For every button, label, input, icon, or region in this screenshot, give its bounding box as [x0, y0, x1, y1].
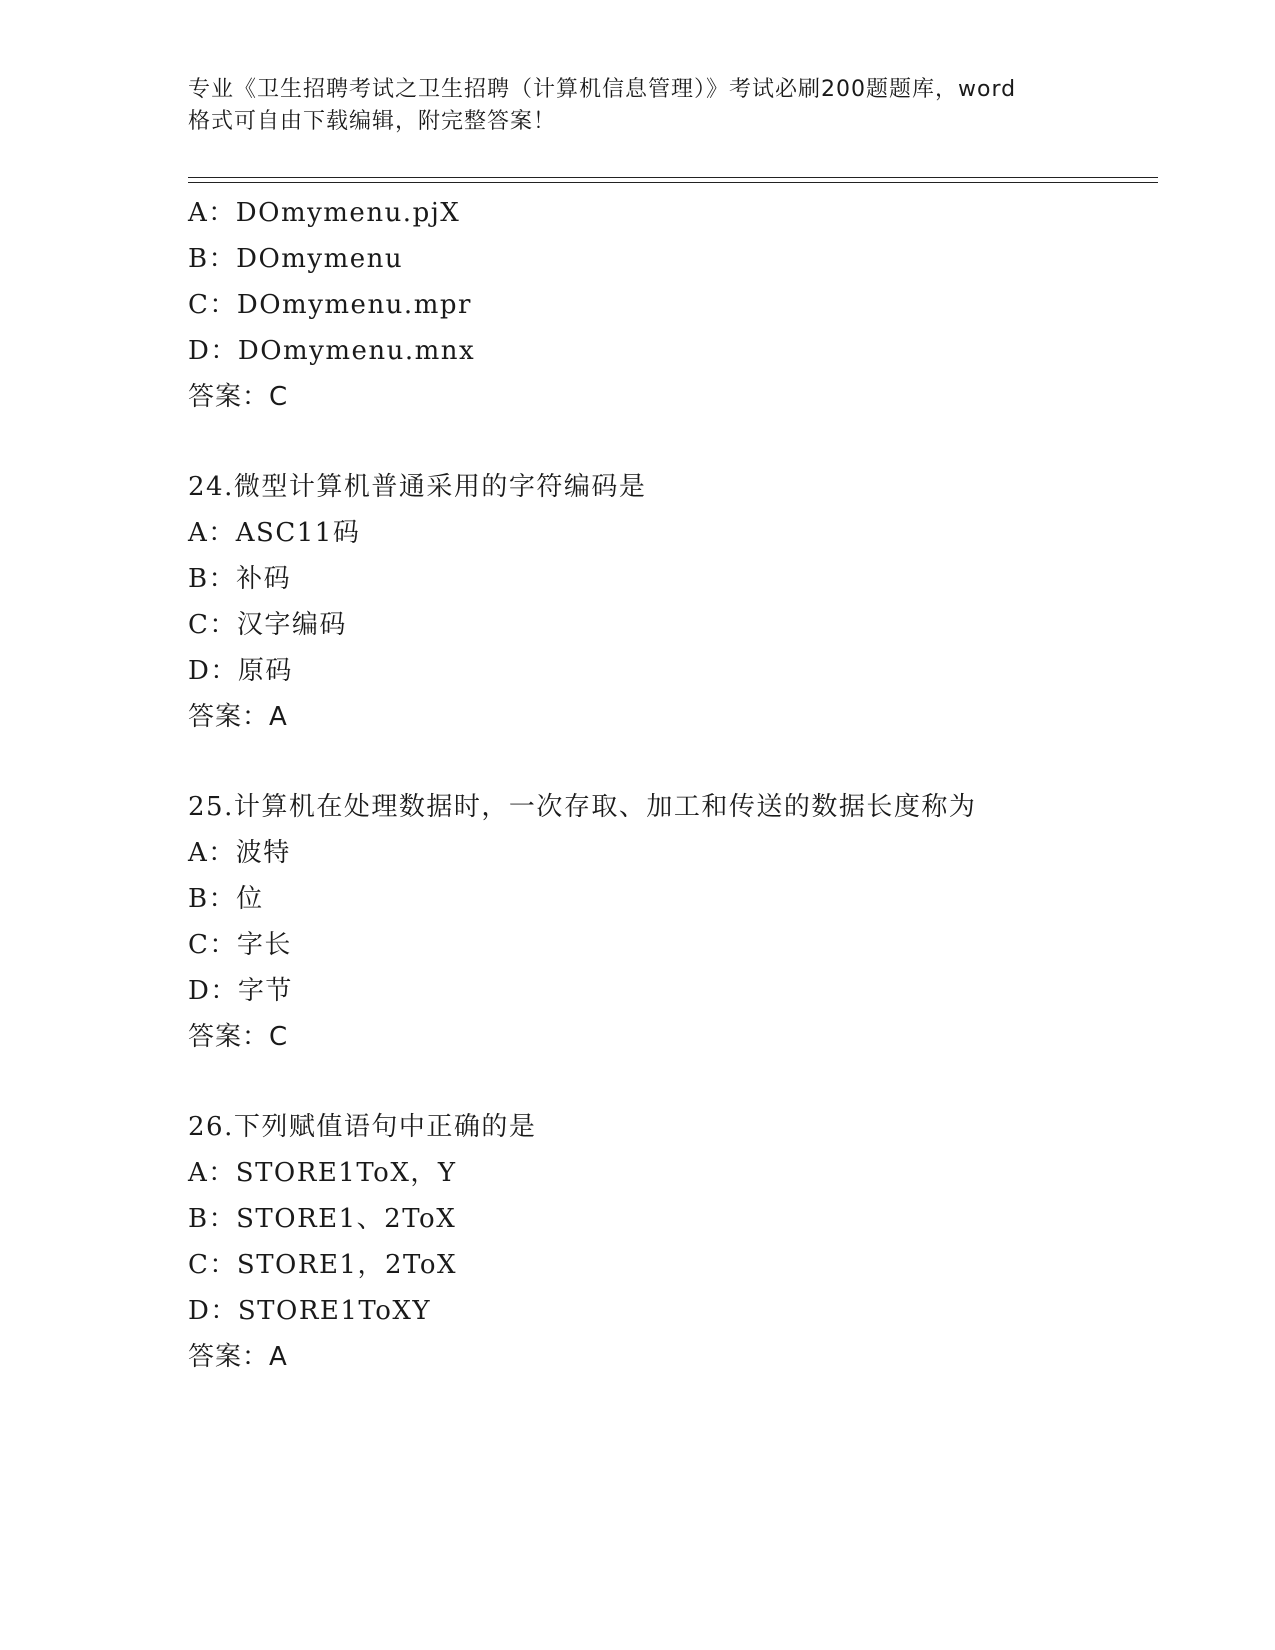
document-body	[188, 190, 1188, 1380]
option-c: C：汉字编码	[188, 610, 347, 640]
header-line-1: 专业《卫生招聘考试之卫生招聘（计算机信息管理）》考试必刷200题题库，word	[188, 77, 1017, 102]
question-title: 25.计算机在处理数据时，一次存取、加工和传送的数据长度称为	[188, 792, 977, 822]
answer-line: 答案：C	[188, 382, 289, 412]
option-a: A：STORE1ToX，Y	[188, 1158, 457, 1188]
question-title: 26.下列赋值语句中正确的是	[188, 1112, 537, 1142]
question-24	[188, 464, 1188, 740]
answer-line: 答案：C	[188, 1022, 289, 1052]
option-d: D：DOmymenu.mnx	[188, 336, 476, 366]
answer-line: 答案：A	[188, 702, 288, 732]
previous-question-continuation	[188, 190, 1188, 420]
option-d: D：原码	[188, 656, 293, 686]
option-a: A：波特	[188, 838, 291, 868]
header-divider-bottom	[188, 182, 1158, 183]
answer-line: 答案：A	[188, 1342, 288, 1372]
option-b: B：位	[188, 884, 264, 914]
question-title: 24.微型计算机普通采用的字符编码是	[188, 472, 647, 502]
header-divider-top	[188, 177, 1158, 178]
option-a: A：ASC11码	[188, 518, 361, 548]
option-d: D：字节	[188, 976, 293, 1006]
option-d: D：STORE1ToXY	[188, 1296, 432, 1326]
question-26	[188, 1104, 1188, 1380]
option-c: C：STORE1，2ToX	[188, 1250, 457, 1280]
question-25	[188, 784, 1188, 1060]
option-b: B：补码	[188, 564, 292, 594]
header-line-2: 格式可自由下载编辑，附完整答案！	[188, 109, 557, 134]
option-a: A：DOmymenu.pjX	[188, 198, 461, 228]
document-header	[188, 74, 1088, 138]
option-b: B：DOmymenu	[188, 244, 404, 274]
option-c: C：DOmymenu.mpr	[188, 290, 472, 320]
option-b: B：STORE1、2ToX	[188, 1204, 457, 1234]
option-c: C：字长	[188, 930, 292, 960]
